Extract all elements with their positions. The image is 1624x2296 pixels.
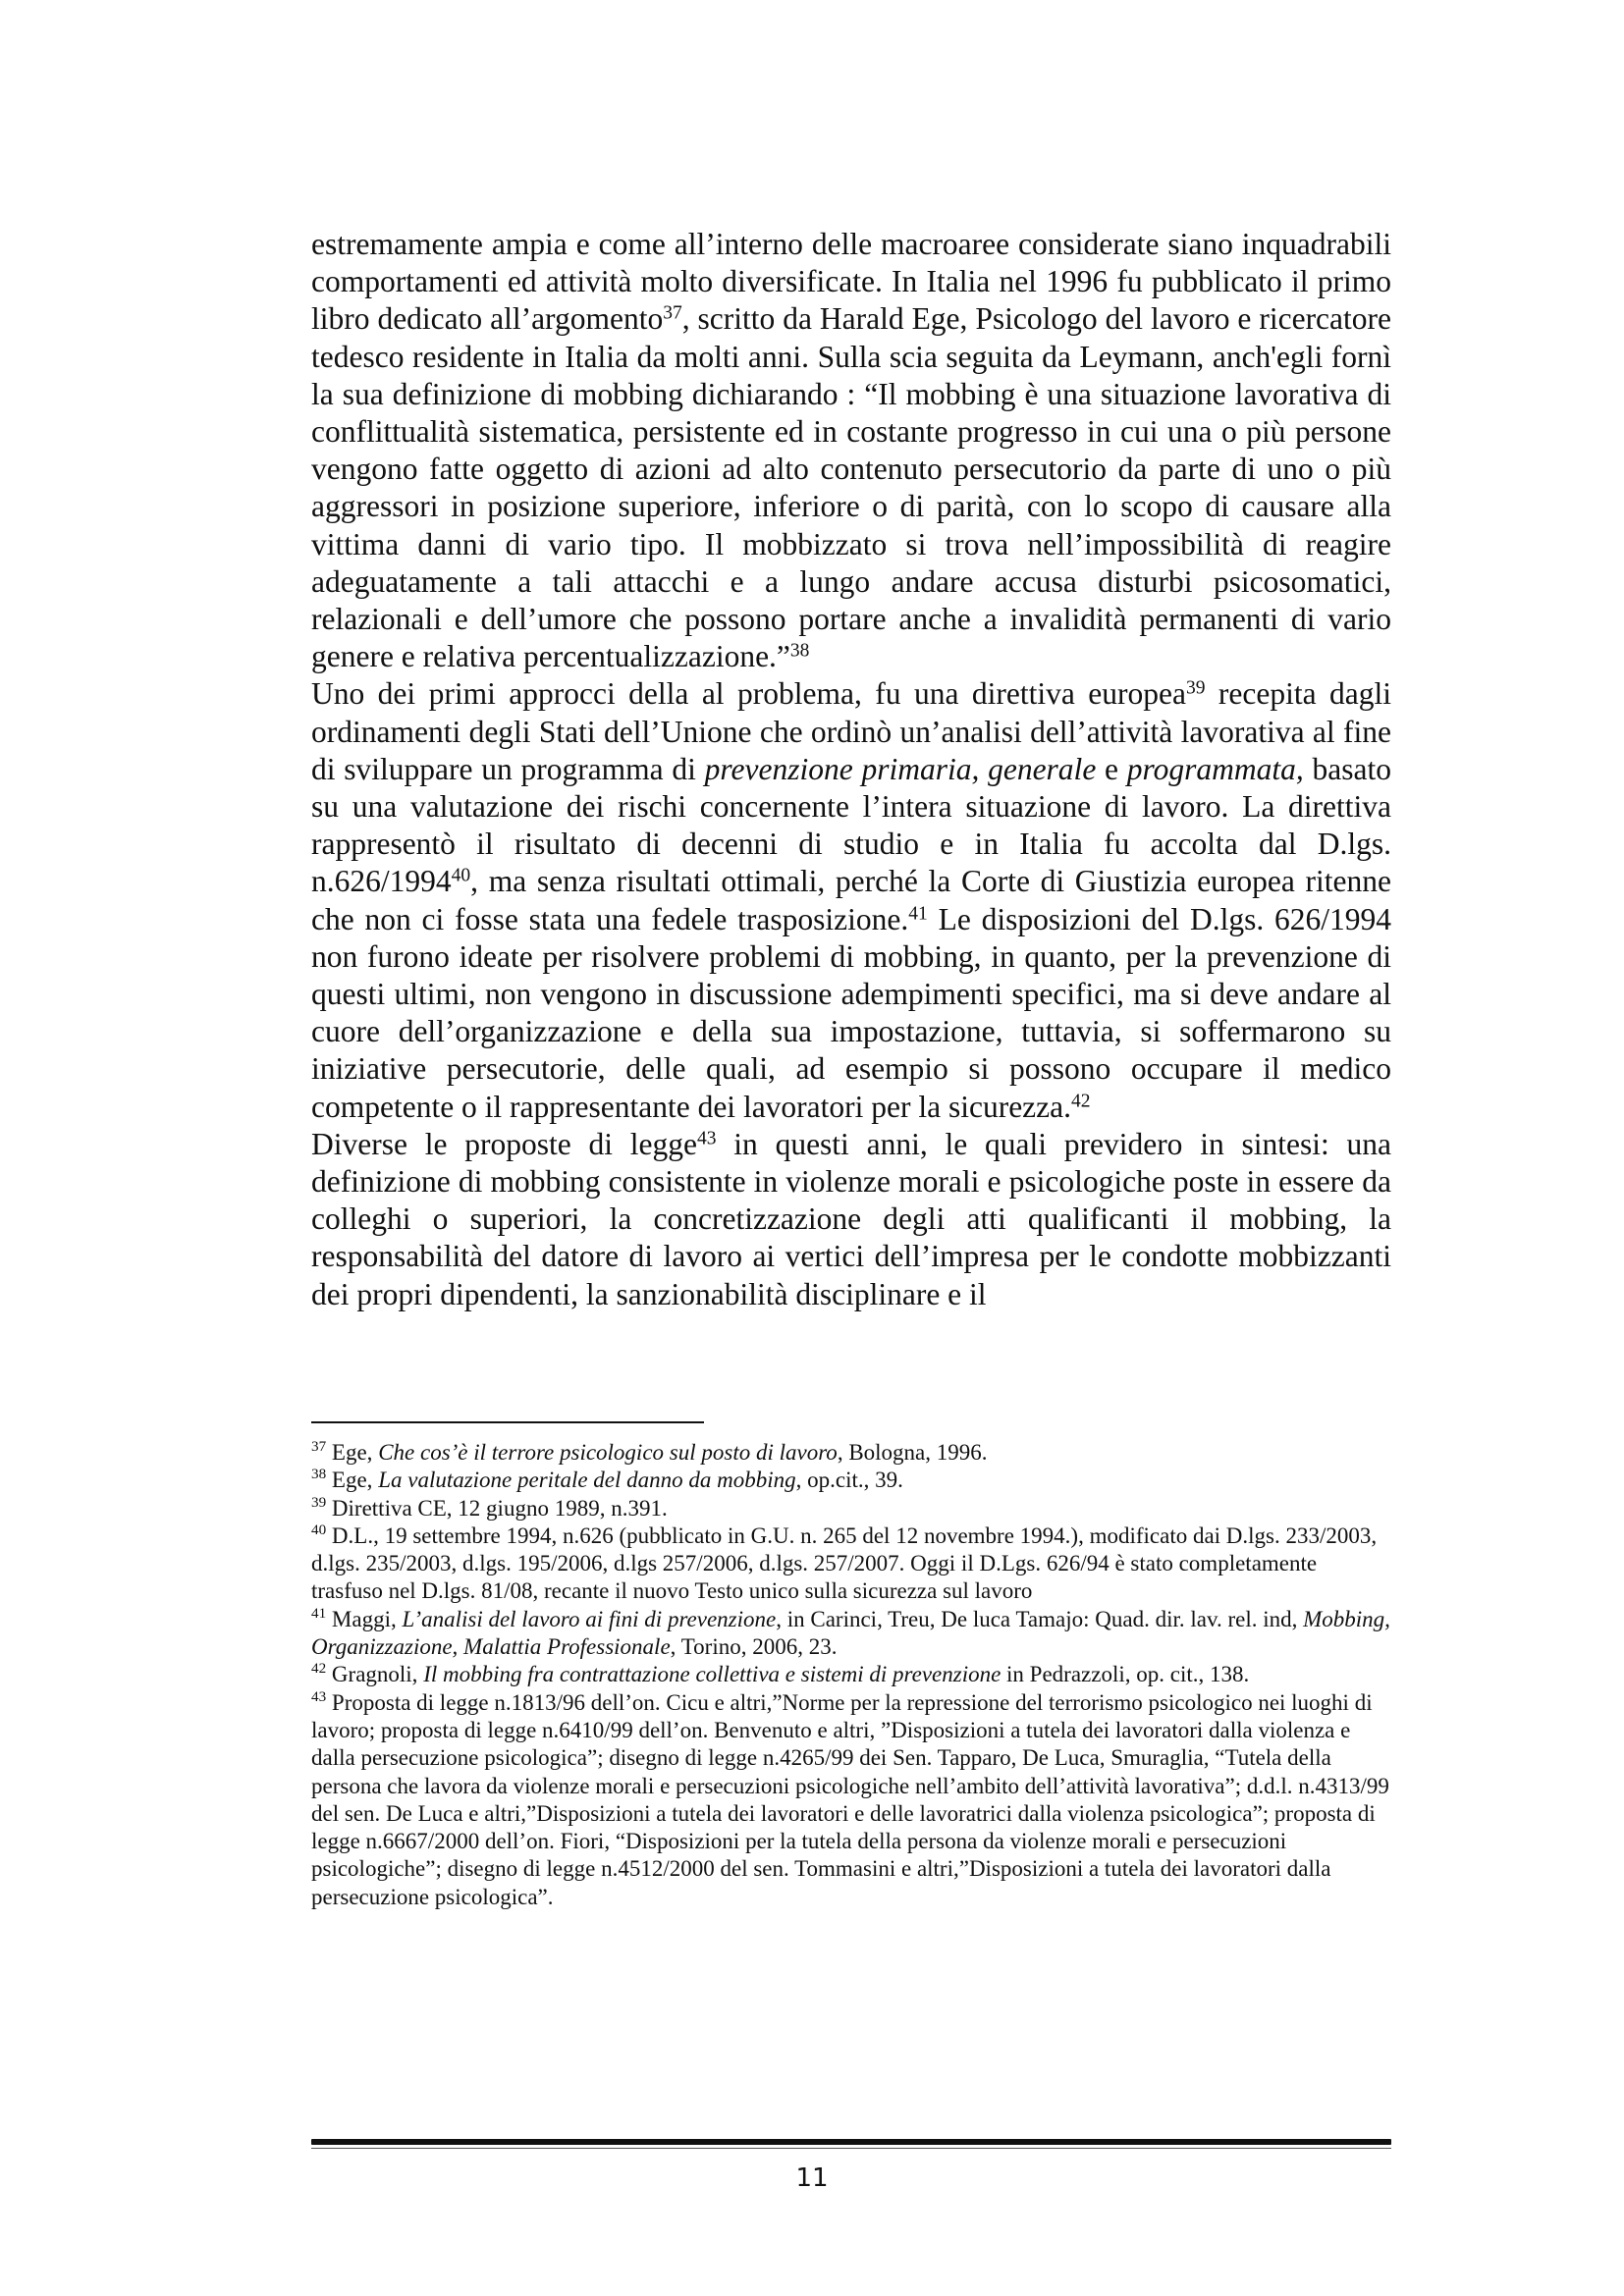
italic-text: La valutazione peritale del danno da mobbing — [378, 1468, 796, 1493]
footnote-marker: 43 — [311, 1687, 327, 1705]
text-run: Direttiva CE, 12 giugno 1989, n.391. — [326, 1495, 668, 1521]
italic-text: Il mobbing fra contrattazione collettiva e sistemi di prevenzione — [423, 1662, 1001, 1687]
footnote-42 — [311, 1661, 1391, 1688]
text-run: , ma senza risultati ottimali, perché la Corte di Giustizia europea ritenne che non ci fosse stata una fedele trasposizione. — [311, 864, 1391, 936]
italic-text: Mobbing, Organizzazione, Malattia Professionale — [311, 1606, 1390, 1660]
footnote-marker: 38 — [311, 1466, 327, 1483]
footnote-marker: 38 — [789, 640, 810, 662]
text-run: e — [1096, 751, 1127, 786]
text-run: , op.cit., 39. — [795, 1468, 903, 1493]
text-run: Diverse le proposte di legge — [311, 1126, 697, 1161]
page-number: 11 — [795, 2163, 829, 2193]
footnote-marker: 40 — [311, 1521, 327, 1538]
footer-rule-thin — [311, 2148, 1391, 2149]
footnote-marker: 42 — [311, 1660, 327, 1678]
text-run: Proposta di legge n.1813/96 dell’on. Cicu e altri,”Norme per la repressione del terrorismo psicologico nei luoghi di lavoro; proposta di legge n.6410/99 dell’on. Benvenuto e altri, ”Disposizioni a tutela dei lavoratori dalla violenza e dalla persecuzione psicologica”; disegno di legge n.4265/99 dei Sen. Tapparo, De Luca, Smuraglia, “Tutela della persona che lavora da violenze morali e persecuzioni psicologiche nell’ambito dell’attività lavorativa”; d.d.l. n.4313/99 del sen. De Luca e altri,”Disposizioni a tutela dei lavoratori e delle lavoratrici dalla violenza psicologica”; proposta di legge n.6667/2000 dell’on. Fiori, “Disposizioni per la tutela della persona da violenze morali e persecuzioni psicologiche”; disegno di legge n.4512/2000 del sen. Tommasini e altri,”Disposizioni a tutela dei lavoratori dalla persecuzione psicologica”. — [311, 1689, 1389, 1909]
footnote-marker: 37 — [311, 1437, 327, 1455]
footnote-marker: 40 — [451, 865, 471, 886]
text-run: in Pedrazzoli, op. cit., 138. — [1001, 1662, 1250, 1687]
text-run: Ege, — [326, 1440, 379, 1465]
italic-text: Che cos’è il terrore psicologico sul posto di lavoro — [378, 1440, 838, 1465]
paragraph-3 — [311, 1126, 1391, 1313]
footnote-separator — [311, 1421, 704, 1423]
footnote-marker: 39 — [311, 1493, 327, 1511]
footnote-marker: 39 — [1185, 677, 1206, 699]
footnote-43 — [311, 1689, 1391, 1911]
text-run: Le disposizioni del D.lgs. 626/1994 non furono ideate per risolvere problemi di mobbing, in quanto, per la prevenzione di questi ultimi, non vengono in discussione adempimenti specifici, ma si deve andare al cuore dell’organizzazione e della sua impostazione, tuttavia, si soffermarono su iniziative persecutorie, delle quali, ad esempio si possono occupare il medico competente o il rappresentante dei lavoratori per la sicurezza. — [311, 901, 1391, 1124]
footnote-41 — [311, 1606, 1391, 1662]
text-run: basato su una valutazione dei rischi concernente l’intera situazione di lavoro. La direttiva rappresentò il risultato di decenni di studio e in Italia fu accolta dal D.lgs. n.626/1994 — [311, 751, 1391, 899]
paragraph-2 — [311, 675, 1391, 1125]
body-text — [311, 226, 1391, 1313]
text-run: estremamente ampia e come all’interno delle macroaree considerate siano inquadrabili comportamenti ed attività molto diversificate. In Italia nel 1996 fu pubblicato il primo libro dedicato all’argomento — [311, 227, 1391, 337]
footnotes — [311, 1439, 1391, 1911]
text-run: , Torino, 2006, 23. — [670, 1634, 838, 1660]
text-run: , in Carinci, Treu, De luca Tamajo: Quad. dir. lav. rel. ind, — [776, 1606, 1304, 1631]
text-run: Ege, — [326, 1468, 379, 1493]
footnote-marker: 41 — [311, 1604, 327, 1622]
paragraph-1 — [311, 226, 1391, 675]
italic-text: programmata, — [1126, 751, 1304, 786]
italic-text: L’analisi del lavoro ai fini di prevenzione — [402, 1606, 777, 1631]
text-run: Gragnoli, — [326, 1662, 424, 1687]
footnote-40 — [311, 1522, 1391, 1606]
footnote-marker: 37 — [663, 302, 682, 324]
footnote-marker: 41 — [908, 902, 928, 924]
text-run: recepita dagli ordinamenti degli Stati dell’Unione che ordinò un’analisi dell’attività lavorativa al fine di sviluppare un programma di — [311, 676, 1391, 786]
footnote-39 — [311, 1495, 1391, 1522]
footer-rule — [311, 2139, 1391, 2145]
text-run: Maggi, — [326, 1606, 403, 1631]
footnote-38 — [311, 1467, 1391, 1494]
footnote-marker: 42 — [1071, 1090, 1091, 1111]
footnote-37 — [311, 1439, 1391, 1467]
text-run: D.L., 19 settembre 1994, n.626 (pubblicato in G.U. n. 265 del 12 novembre 1994.), modificato dai D.lgs. 233/2003, d.lgs. 235/2003, d.lgs. 195/2006, d.lgs 257/2006, d.lgs. 257/2007. Oggi il D.Lgs. 626/94 è stato completamente trasfuso nel D.lgs. 81/08, recante il nuovo Testo unico sulla sicurezza sul lavoro — [311, 1522, 1378, 1604]
text-run: Uno dei primi approcci della al problema, fu una direttiva europea — [311, 676, 1186, 712]
text-run: , Bologna, 1996. — [837, 1440, 988, 1465]
text-run: , scritto da Harald Ege, Psicologo del lavoro e ricercatore tedesco residente in Italia da molti anni. Sulla scia seguita da Leymann, anch'egli fornì la sua definizione di mobbing dichiarando : “Il mobbing è una situazione lavorativa di conflittualità sistematica, persistente ed in costante progresso in cui una o più persone vengono fatte oggetto di azioni ad alto contenuto persecutorio da parte di uno o più aggressori in posizione superiore, inferiore o di parità, con lo scopo di causare alla vittima danni di vario tipo. Il mobbizzato si trova nell’impossibilità di reagire adeguatamente a tali attacchi e a lungo andare accusa disturbi psicosomatici, relazionali e dell’umore che possono portare anche a invalidità permanenti di vario genere e relativa percentualizzazione.” — [311, 301, 1391, 674]
italic-text: prevenzione primaria, generale — [704, 751, 1097, 786]
text-run: in questi anni, le quali previdero in sintesi: una definizione di mobbing consistente in violenze morali e psicologiche poste in essere da colleghi o superiori, la concretizzazione degli atti qualificanti il mobbing, la responsabilità del datore di lavoro ai vertici dell’impresa per le condotte mobbizzanti dei propri dipendenti, la sanzionabilità disciplinare e il — [311, 1126, 1391, 1311]
footnote-marker: 43 — [697, 1128, 717, 1149]
